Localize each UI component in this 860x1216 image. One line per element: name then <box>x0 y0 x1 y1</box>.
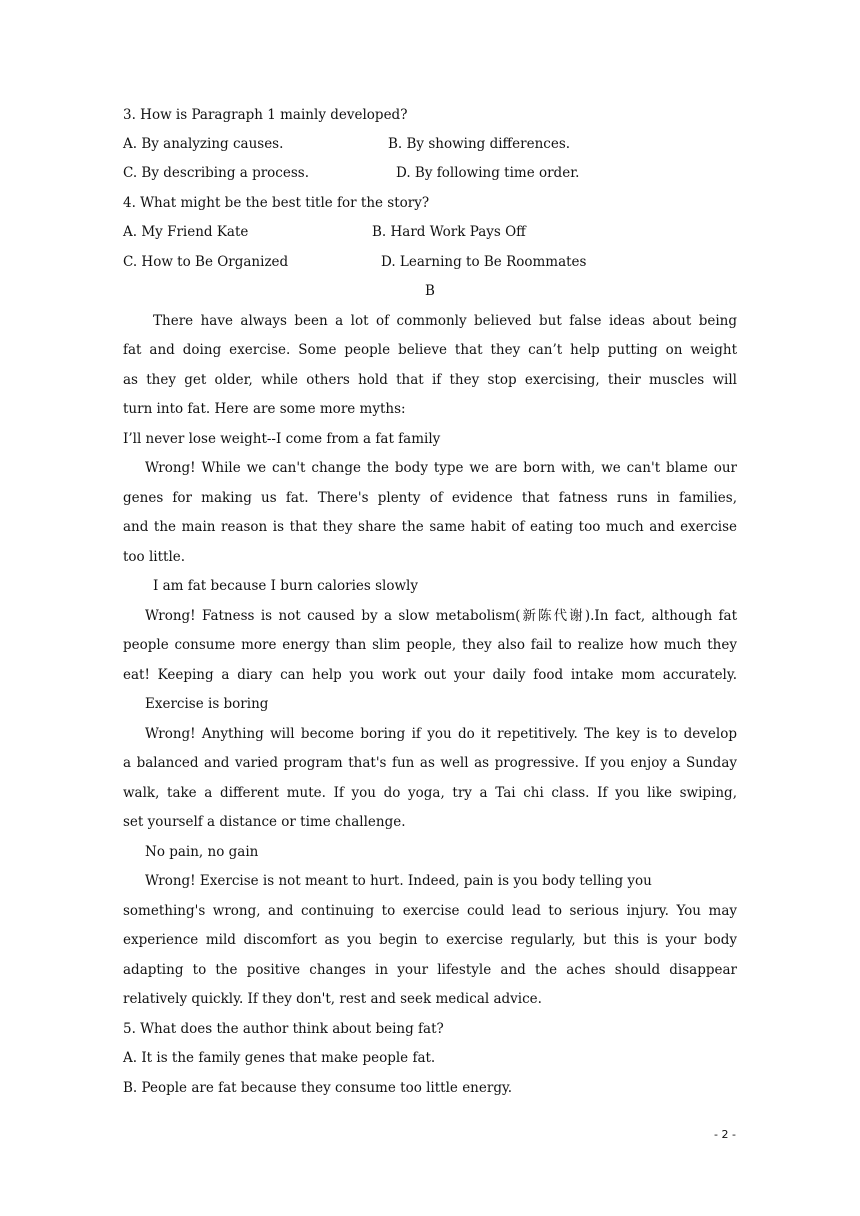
question-4: 4. What might be the best title for the story? <box>123 195 430 211</box>
myth-body-line: set yourself a distance or time challenge. <box>123 814 406 830</box>
q4-option-c: C. How to Be Organized <box>123 254 289 270</box>
myth-body-line: Wrong! Fatness is not caused by a slow metabolism(新陈代谢).In fact, although fat <box>145 608 737 624</box>
q4-option-b: B. Hard Work Pays Off <box>372 224 526 240</box>
myth-body-line: relatively quickly. If they don't, rest and seek medical advice. <box>123 991 542 1007</box>
q3-option-c: C. By describing a process. <box>123 165 310 181</box>
myth-body-line: Wrong! Exercise is not meant to hurt. Indeed, pain is you body telling you <box>145 873 652 889</box>
myth-body-line: too little. <box>123 549 186 565</box>
myth-title: No pain, no gain <box>145 844 259 860</box>
intro-line: as they get older, while others hold that if they stop exercising, their muscles will <box>123 372 737 388</box>
myth-body-line: and the main reason is that they share the same habit of eating too much and exercise <box>123 519 737 535</box>
myth-body-line: people consume more energy than slim people, they also fail to realize how much they <box>123 637 737 653</box>
q5-option-b: B. People are fat because they consume too little energy. <box>123 1080 513 1096</box>
myth-title: Exercise is boring <box>145 696 269 712</box>
myth-body-line: a balanced and varied program that's fun as well as progressive. If you enjoy a Sunday <box>123 755 737 771</box>
myth-body-line: genes for making us fat. There's plenty of evidence that fatness runs in families, <box>123 490 737 506</box>
intro-line: fat and doing exercise. Some people believe that they can’t help putting on weight <box>123 342 737 358</box>
q3-option-d: D. By following time order. <box>396 165 580 181</box>
myth-body-line: walk, take a different mute. If you do yoga, try a Tai chi class. If you like swiping, <box>123 785 737 801</box>
q5-option-a: A. It is the family genes that make people fat. <box>123 1050 436 1066</box>
myth-title: I’ll never lose weight--I come from a fat family <box>123 431 441 447</box>
myth-body-line: Wrong! While we can't change the body type we are born with, we can't blame our <box>145 460 737 476</box>
q3-option-b: B. By showing differences. <box>388 136 571 152</box>
question-3: 3. How is Paragraph 1 mainly developed? <box>123 107 408 123</box>
intro-line: turn into fat. Here are some more myths: <box>123 401 406 417</box>
q4-option-d: D. Learning to Be Roommates <box>381 254 587 270</box>
myth-body-line: adapting to the positive changes in your lifestyle and the aches should disappear <box>123 962 737 978</box>
question-5: 5. What does the author think about being fat? <box>123 1021 444 1037</box>
section-heading: B <box>425 283 435 299</box>
q3-option-a: A. By analyzing causes. <box>123 136 284 152</box>
myth-body-line: eat! Keeping a diary can help you work out your daily food intake mom accurately. <box>123 667 737 683</box>
intro-line: There have always been a lot of commonly believed but false ideas about being <box>153 313 737 329</box>
q4-option-a: A. My Friend Kate <box>123 224 249 240</box>
myth-body-line: something's wrong, and continuing to exercise could lead to serious injury. You may <box>123 903 737 919</box>
myth-title: I am fat because I burn calories slowly <box>153 578 418 594</box>
page-number: - 2 - <box>714 1128 736 1141</box>
myth-body-line: Wrong! Anything will become boring if you do it repetitively. The key is to develop <box>145 726 737 742</box>
myth-body-line: experience mild discomfort as you begin to exercise regularly, but this is your body <box>123 932 737 948</box>
